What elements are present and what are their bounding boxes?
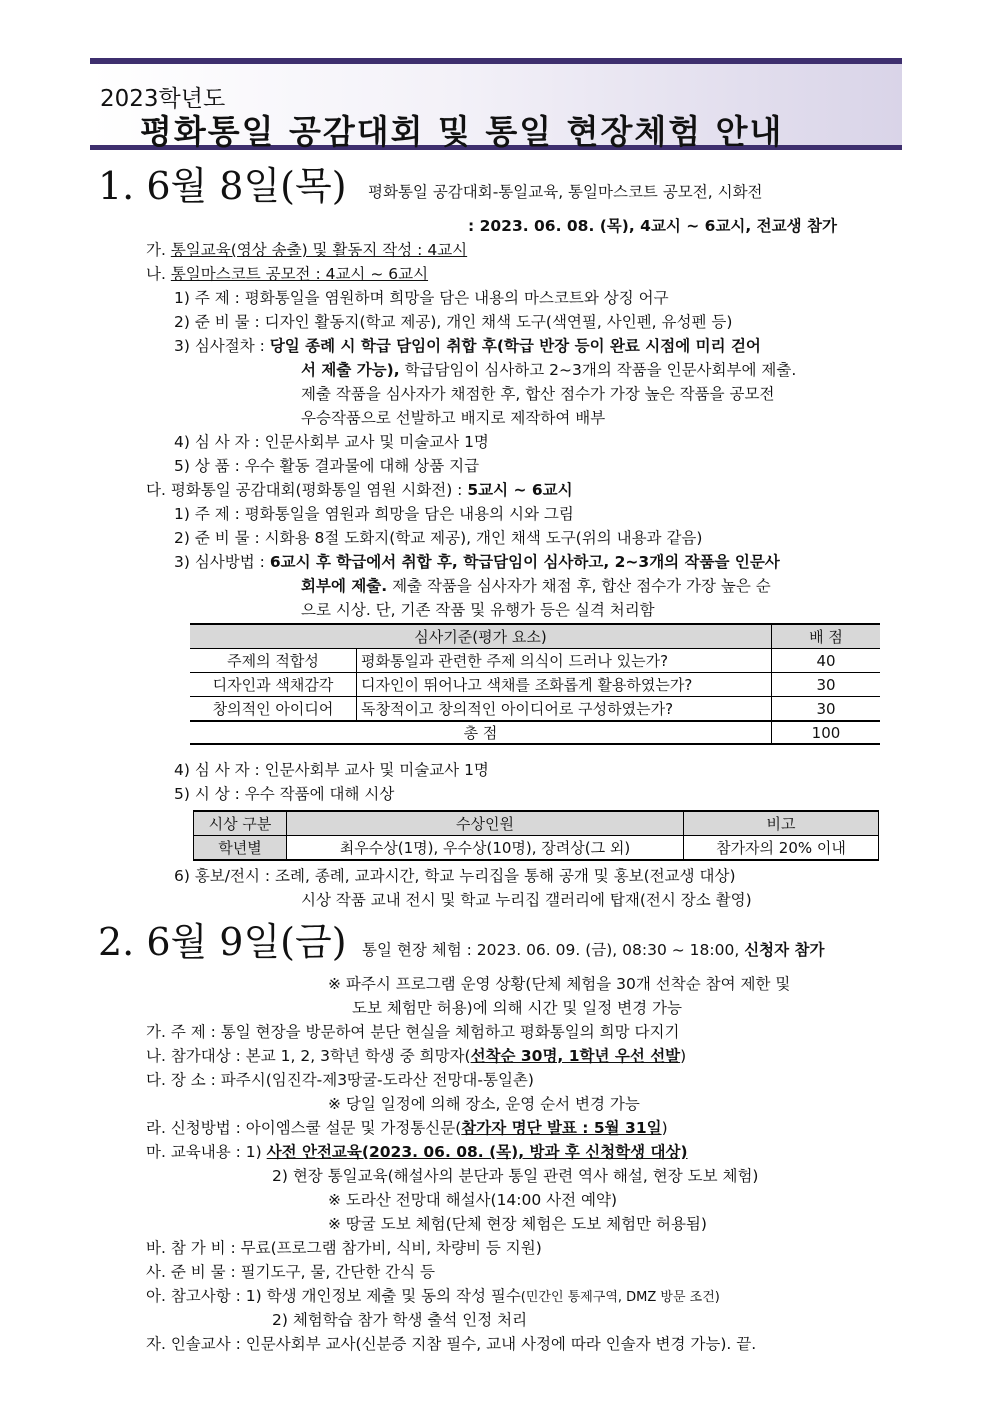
- na-procedure-line2: 서 제출 가능), 학급담임이 심사하고 2~3개의 작품을 인문사회부에 제출.: [301, 361, 797, 379]
- page-title: 평화통일 공감대회 및 통일 현장체험 안내: [140, 112, 784, 151]
- da-judges: 4) 심 사 자 : 인문사회부 교사 및 미술교사 1명: [174, 761, 489, 779]
- s2-target: 나. 참가대상 : 본교 1, 2, 3학년 학생 중 희망자(선착순 30명, 1학년 우선 선발): [146, 1047, 687, 1065]
- awards-table: [193, 810, 879, 861]
- s2-fee: 바. 참 가 비 : 무료(프로그램 참가비, 식비, 차량비 등 지원): [146, 1239, 542, 1257]
- section2-note-line1: ※ 파주시 프로그램 운영 상황(단체 체험을 30개 선착순 참여 제한 및: [328, 975, 791, 993]
- da-promotion: 6) 홍보/전시 : 조례, 종례, 교과시간, 학교 누리집을 통해 공개 및 홍보(전교생 대상): [174, 867, 736, 885]
- na-procedure: 3) 심사절차 : 당일 종례 시 학급 담임이 취합 후(학급 반장 등이 완료 시점에 미리 걷어: [174, 337, 761, 355]
- na-supplies: 2) 준 비 물 : 디자인 활동지(학교 제공), 개인 채색 도구(색연필, 사인펜, 유성펜 등): [174, 313, 733, 331]
- score-header: 배 점: [772, 624, 881, 649]
- table-row: 학년별 최우수상(1명), 우수상(10명), 장려상(그 외) 참가자의 20% 이내: [194, 836, 879, 861]
- table-row: 디자인과 색채감각 디자인이 뛰어나고 색채를 조화롭게 활용하였는가? 30: [190, 673, 880, 697]
- s2-notes: 아. 참고사항 : 1) 학생 개인정보 제출 및 동의 작성 필수(민간인 통제구역, DMZ 방문 조건): [146, 1287, 720, 1305]
- s2-theme: 가. 주 제 : 통일 현장을 방문하여 분단 현실을 체험하고 평화통일의 희망 다지기: [146, 1023, 680, 1041]
- title-banner: [90, 58, 902, 150]
- da-method-line3: 으로 시상. 단, 기존 작품 및 유행가 등은 실격 처리함: [301, 601, 655, 619]
- section1-desc: 평화통일 공감대회-통일교육, 통일마스코트 공모전, 시화전: [368, 183, 763, 201]
- total-score: 100: [772, 721, 881, 744]
- da-theme: 1) 주 제 : 평화통일을 염원과 희망을 담은 내용의 시와 그림: [174, 505, 574, 523]
- s2-supplies: 사. 준 비 물 : 필기도구, 물, 간단한 간식 등: [146, 1263, 435, 1281]
- total-label: 총 점: [190, 721, 772, 744]
- s2-education-2: 2) 현장 통일교육(해설사의 분단과 통일 관련 역사 해설, 현장 도보 체험): [272, 1167, 759, 1185]
- da-awards: 5) 시 상 : 우수 작품에 대해 시상: [174, 785, 395, 803]
- da-promotion-line2: 시상 작품 교내 전시 및 학교 누리집 갤러리에 탑재(전시 장소 촬영): [301, 891, 752, 909]
- item-na: 나. 통일마스코트 공모전 : 4교시 ~ 6교시: [146, 265, 429, 283]
- school-year: 2023학년도: [100, 86, 226, 112]
- s2-place: 다. 장 소 : 파주시(임진각-제3땅굴-도라산 전망대-통일촌): [146, 1071, 534, 1089]
- s2-education-note1: ※ 도라산 전망대 해설사(14:00 사전 예약): [328, 1191, 618, 1209]
- total-row: [190, 721, 880, 744]
- da-method: 3) 심사방법 : 6교시 후 학급에서 취합 후, 학급담임이 심사하고, 2~3개의 작품을 인문사: [174, 553, 780, 571]
- criteria-header-row: [190, 624, 880, 649]
- criteria-header: 심사기준(평가 요소): [190, 624, 772, 649]
- s2-notes-2: 2) 체험학습 참가 학생 출석 인정 처리: [272, 1311, 528, 1329]
- section2-note-line2: 도보 체험만 허용)에 의해 시간 및 일정 변경 가능: [352, 999, 682, 1017]
- da-method-line2: 회부에 제출. 제출 작품을 심사자가 채점 후, 합산 점수가 가장 높은 순: [301, 577, 771, 595]
- s2-education: 마. 교육내용 : 1) 사전 안전교육(2023. 06. 08. (목), 방과 후 신청학생 대상): [146, 1143, 688, 1161]
- section1-heading: 1. 6월 8일(목): [98, 164, 347, 208]
- section2-desc: 통일 현장 체험 : 2023. 06. 09. (금), 08:30 ~ 18:00, 신청자 참가: [362, 941, 825, 959]
- item-da: 다. 평화통일 공감대회(평화통일 염원 시화전) : 5교시 ~ 6교시: [146, 481, 573, 499]
- s2-escort: 자. 인솔교사 : 인문사회부 교사(신분증 지참 필수, 교내 사정에 따라 인솔자 변경 가능). 끝.: [146, 1335, 757, 1353]
- s2-apply: 라. 신청방법 : 아이엠스쿨 설문 및 가정통신문(참가자 명단 발표 : 5월 31일): [146, 1119, 668, 1137]
- s2-place-note: ※ 당일 일정에 의해 장소, 운영 순서 변경 가능: [328, 1095, 640, 1113]
- table-row: 주제의 적합성 평화통일과 관련한 주제 의식이 드러나 있는가? 40: [190, 649, 880, 673]
- na-theme: 1) 주 제 : 평화통일을 염원하며 희망을 담은 내용의 마스코트와 상징 어구: [174, 289, 669, 307]
- da-supplies: 2) 준 비 물 : 시화용 8절 도화지(학교 제공), 개인 채색 도구(위의 내용과 같음): [174, 529, 703, 547]
- na-procedure-line4: 우승작품으로 선발하고 배지로 제작하여 배부: [301, 409, 606, 427]
- section1-schedule: : 2023. 06. 08. (목), 4교시 ~ 6교시, 전교생 참가: [468, 217, 837, 235]
- table-row: 창의적인 아이디어 독창적이고 창의적인 아이디어로 구성하였는가? 30: [190, 697, 880, 722]
- criteria-table: [190, 623, 880, 745]
- na-prize: 5) 상 품 : 우수 활동 결과물에 대해 상품 지급: [174, 457, 480, 475]
- awards-header-row: 시상 구분 수상인원 비고: [194, 811, 879, 836]
- item-ga: 가. 통일교육(영상 송출) 및 활동지 작성 : 4교시: [146, 241, 468, 259]
- s2-education-note2: ※ 땅굴 도보 체험(단체 현장 체험은 도보 체험만 허용됨): [328, 1215, 707, 1233]
- section2-heading: 2. 6월 9일(금): [98, 920, 347, 964]
- na-judges: 4) 심 사 자 : 인문사회부 교사 및 미술교사 1명: [174, 433, 489, 451]
- na-procedure-line3: 제출 작품을 심사자가 채점한 후, 합산 점수가 가장 높은 작품을 공모전: [301, 385, 775, 403]
